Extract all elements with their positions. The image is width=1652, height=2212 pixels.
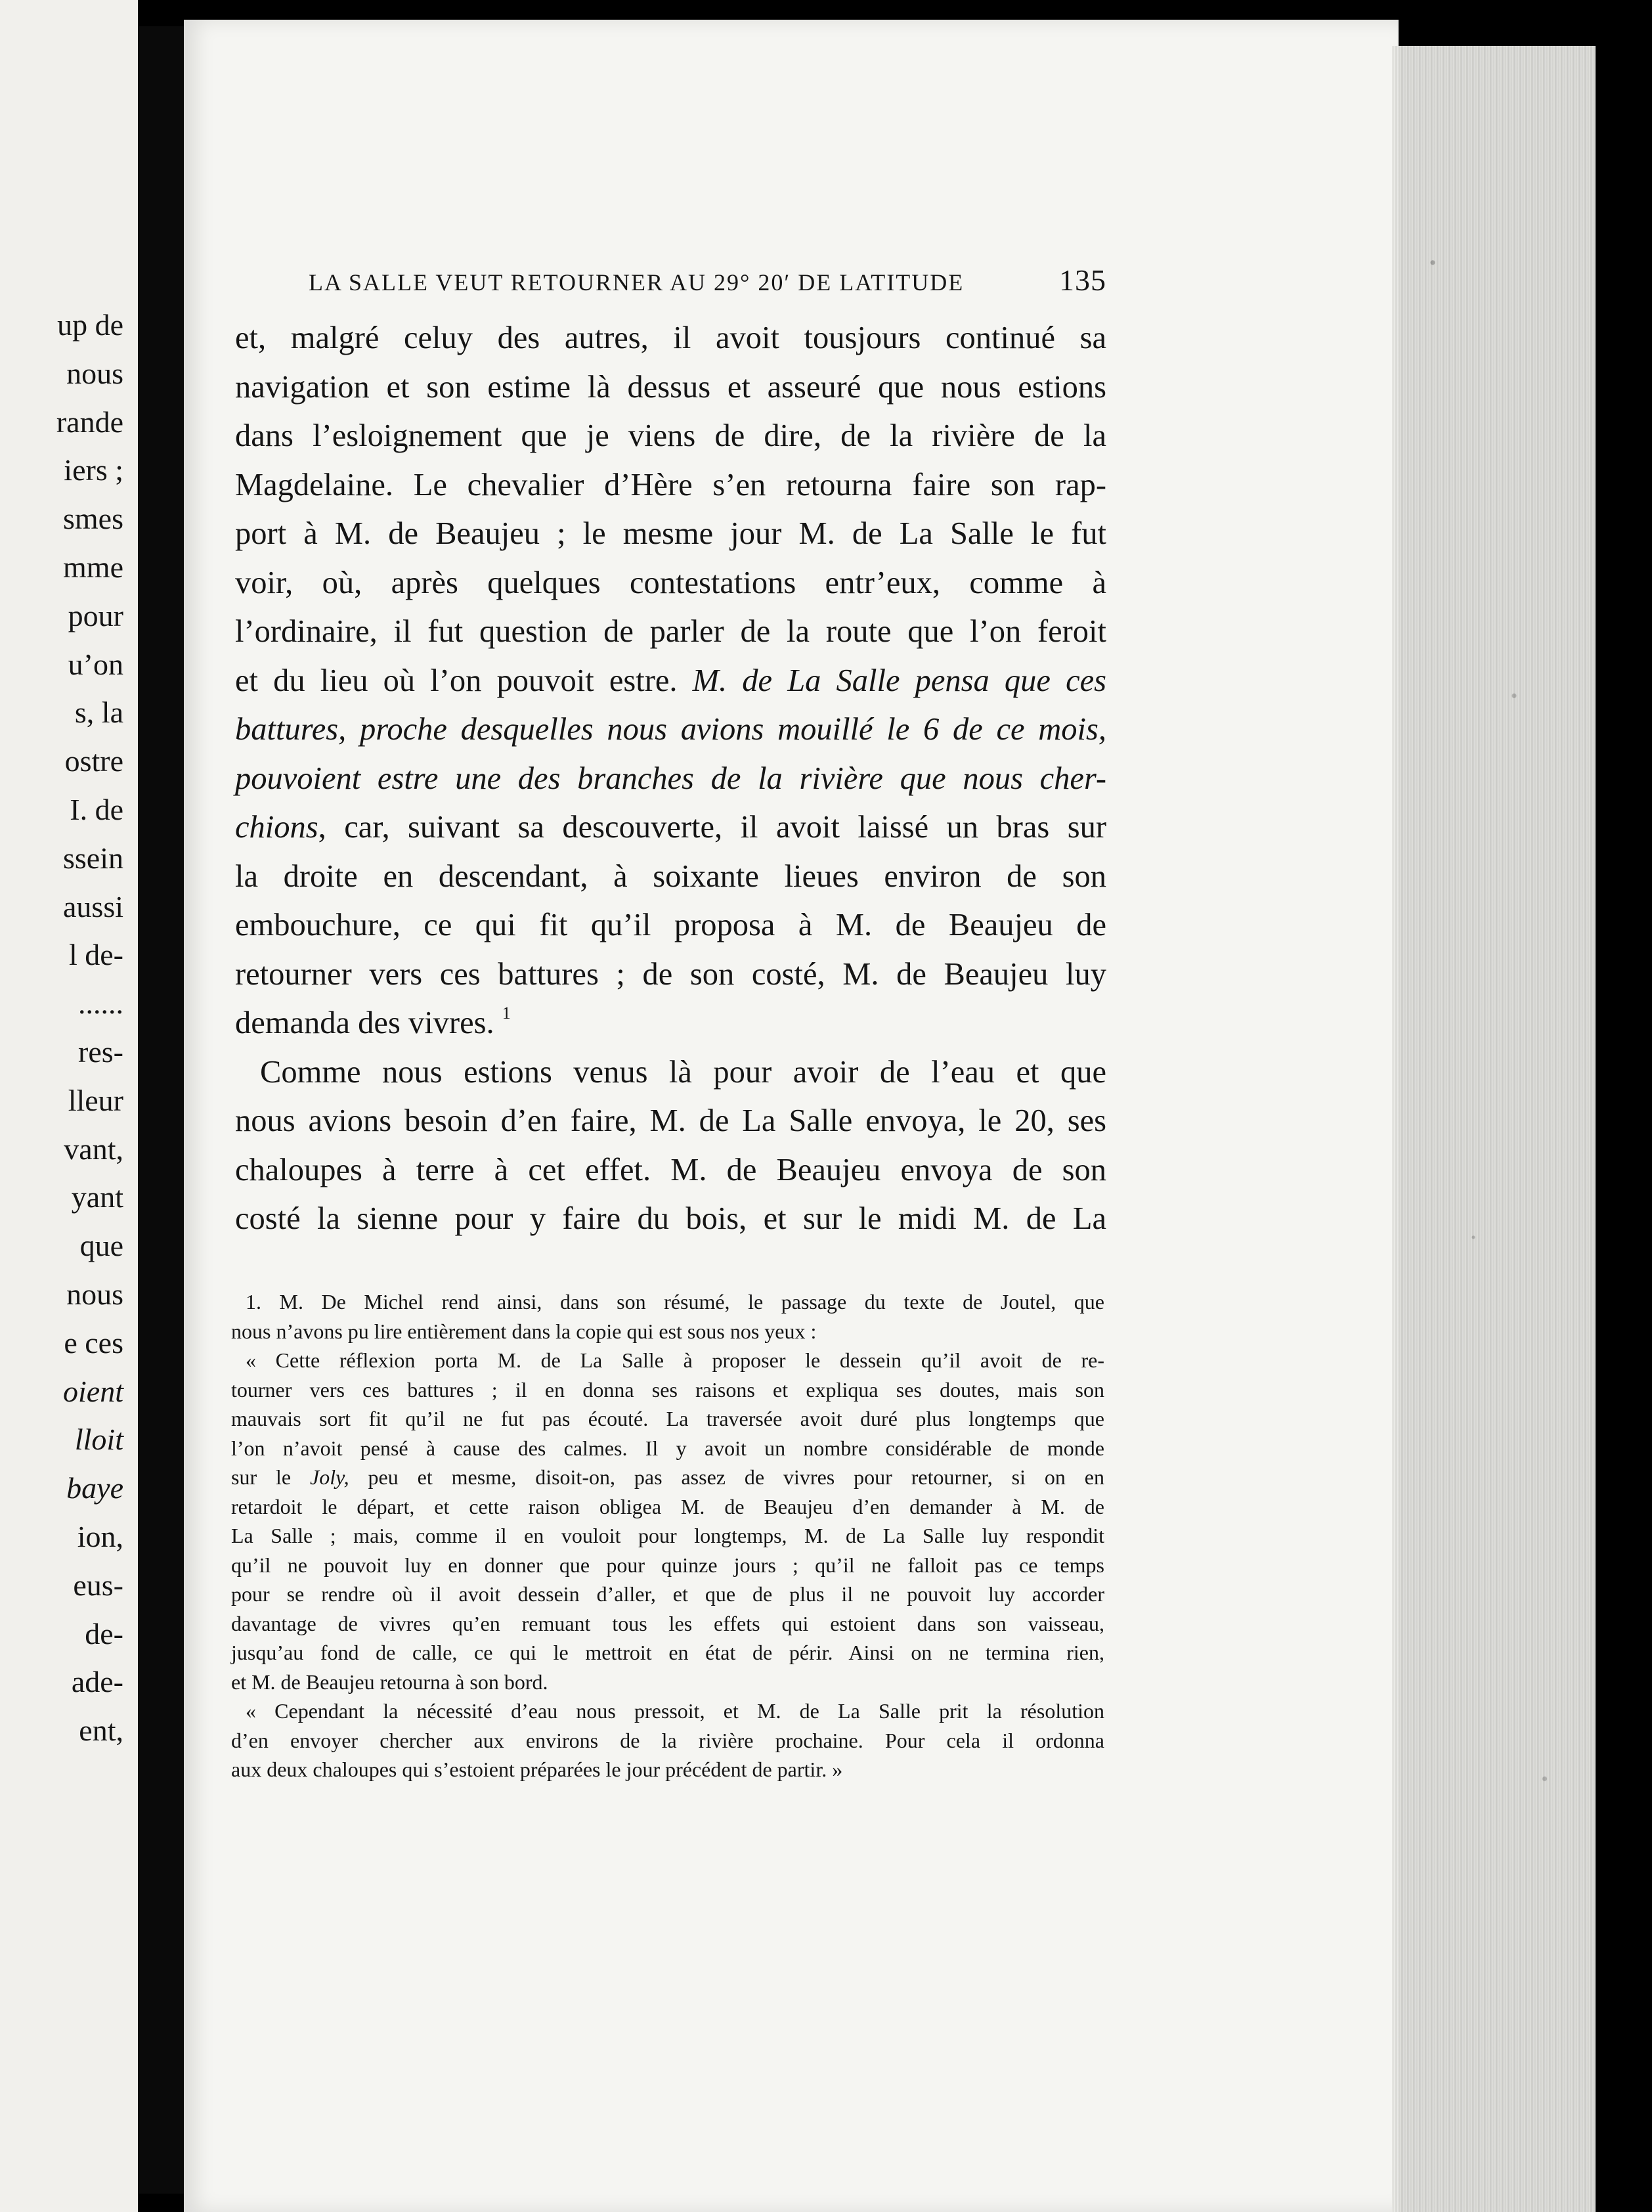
left-page-line-fragment: ostre (64, 744, 123, 778)
left-page-line-fragment: rande (56, 405, 123, 439)
body-line: battures, proche desquelles nous avions mouillé le 6 de ce mois, (235, 712, 1106, 747)
previous-page-fragment (0, 0, 138, 2212)
body-line: pouvoient estre une des branches de la rivière que nous cher- (235, 761, 1106, 796)
left-page-line-fragment: oient (63, 1375, 123, 1408)
footnote-line: d’en envoyer chercher aux environs de la rivière prochaine. Pour cela il ordonna (231, 1728, 1104, 1752)
body-text-roman: demanda des vivres. (235, 1006, 494, 1040)
footnote-text-roman: sur le (231, 1465, 292, 1489)
body-line: l’ordinaire, il fut question de parler de la route que l’on feroit (235, 614, 1106, 649)
left-page-line-fragment: vant, (64, 1132, 123, 1166)
left-page-line-fragment: ade- (71, 1665, 123, 1698)
footnotes (231, 1287, 1104, 1784)
body-text-italic: M. de La Salle pensa que ces (692, 663, 1107, 698)
running-head-title: LA SALLE VEUT RETOURNER AU 29° 20′ DE LATITUDE (309, 269, 965, 296)
footnote-reference: 1 (502, 1004, 511, 1023)
left-page-line-fragment: mme (63, 550, 123, 584)
body-line: port à M. de Beaujeu ; le mesme jour M. de La Salle le fut (235, 516, 1106, 551)
left-page-line-fragment: ion, (77, 1520, 123, 1553)
left-page-line-fragment: l de- (68, 938, 123, 971)
footnote-line: l’on n’avoit pensé à cause des calmes. Il y avoit un nombre considérable de monde (231, 1436, 1104, 1460)
footnote-line: retardoit le départ, et cette raison obligea M. de Beaujeu d’en demander à M. de (231, 1494, 1104, 1518)
body-text-italic: chions (235, 810, 318, 845)
left-page-line-fragment: smes (63, 502, 123, 535)
footnote-text-roman: peu et mesme, disoit-on, pas assez de vivres pour retourner, si on en (368, 1465, 1105, 1489)
book-gutter (138, 26, 184, 2194)
body-line (235, 657, 1106, 706)
left-page-line-fragment: ...... (78, 986, 123, 1020)
body-text-roman: et du lieu où l’on pouvoit estre. (235, 663, 678, 698)
left-page-line-fragment: s, la (74, 696, 123, 729)
left-page-line-fragment: de- (85, 1617, 123, 1650)
body-line: nous avions besoin d’en faire, M. de La Salle envoya, le 20, ses (235, 1103, 1106, 1138)
page-number: 135 (1059, 263, 1106, 297)
left-page-line-fragment: pour (68, 599, 123, 632)
running-head (309, 263, 1106, 298)
scan-background (1596, 0, 1652, 2212)
left-page-line-fragment: ent, (79, 1714, 123, 1747)
footnote-line: 1. M. De Michel rend ainsi, dans son résumé, le passage du texte de Joutel, que (246, 1290, 1104, 1314)
body-line: dans l’esloignement que je viens de dire, de la rivière de la (235, 418, 1106, 453)
page-edges (1392, 46, 1596, 2212)
left-page-line-fragment: ssein (63, 841, 123, 875)
body-line: embouchure, ce qui fit qu’il proposa à M. de Beaujeu de (235, 908, 1106, 942)
body-text (235, 314, 1106, 1244)
body-line: voir, où, après quelques contestations entr’eux, comme à (235, 565, 1106, 600)
body-line (235, 803, 1106, 852)
left-page-line-fragment: nous (66, 357, 123, 390)
body-text-roman: , car, suivant sa descouverte, il avoit laissé un bras sur (318, 810, 1106, 845)
footnote-line: « Cependant la nécessité d’eau nous pressoit, et M. de La Salle prit la résolution (246, 1699, 1104, 1723)
footnote-line: mauvais sort fit qu’il ne fut pas écouté. La traversée avoit duré plus longtemps que (231, 1407, 1104, 1430)
left-page-line-fragment: baye (66, 1471, 123, 1505)
ship-name: Joly, (310, 1465, 349, 1489)
left-page-line-fragment: que (79, 1229, 123, 1262)
left-page-line-fragment: iers ; (64, 453, 123, 487)
left-page-line-fragment: yant (71, 1180, 123, 1214)
body-line: chaloupes à terre à cet effet. M. de Beaujeu envoya de son (235, 1152, 1106, 1187)
body-line: retourner vers ces battures ; de son costé, M. de Beaujeu luy (235, 956, 1106, 992)
footnote-line: aux deux chaloupes qui s’estoient préparées le jour précédent de partir. » (231, 1758, 843, 1781)
footnote-line: tourner vers ces battures ; il en donna ses raisons et expliqua ses doutes, mais son (231, 1377, 1104, 1402)
left-page-line-fragment: nous (66, 1277, 123, 1311)
footnote-line: « Cette réflexion porta M. de La Salle à proposer le dessein qu’il avoit de re- (246, 1348, 1104, 1372)
body-line: navigation et son estime là dessus et asseuré que nous estions (235, 369, 1106, 405)
body-line: la droite en descendant, à soixante lieues environ de son (235, 858, 1106, 894)
body-line: et, malgré celuy des autres, il avoit tousjours continué sa (235, 321, 1106, 355)
body-line (235, 999, 1106, 1048)
footnote-line: La Salle ; mais, comme il en vouloit pour longtemps, M. de La Salle luy respondit (231, 1524, 1104, 1547)
footnote-line (231, 1463, 1104, 1492)
left-page-line-fragment: res- (78, 1035, 123, 1069)
left-page-line-fragment: eus- (73, 1568, 123, 1602)
left-page-line-fragment: I. de (70, 793, 123, 826)
footnote-line: et M. de Beaujeu retourna à son bord. (231, 1670, 548, 1694)
body-line: Comme nous estions venus là pour avoir de l’eau et que (260, 1054, 1106, 1090)
left-page-line-fragment: u’on (68, 648, 123, 681)
body-line: Magdelaine. Le chevalier d’Hère s’en retourna faire son rap- (235, 467, 1106, 502)
footnote-line: qu’il ne pouvoit luy en donner que pour quinze jours ; qu’il ne falloit pas ce temps (231, 1553, 1104, 1577)
footnote-line: davantage de vivres qu’en remuant tous les effets qui estoient dans son vaisseau, (231, 1611, 1104, 1635)
body-line: costé la sienne pour y faire du bois, et sur le midi M. de La (235, 1201, 1106, 1236)
left-page-line-fragment: lleur (68, 1084, 123, 1117)
left-page-line-fragment: aussi (63, 890, 123, 923)
left-page-line-fragment: e ces (64, 1326, 123, 1360)
footnote-line: jusqu’au fond de calle, ce qui le mettroit en état de périr. Ainsi on ne termina rien, (231, 1641, 1104, 1664)
left-page-line-fragment: lloit (74, 1423, 123, 1456)
footnote-line: pour se rendre où il avoit dessein d’aller, et que de plus il ne pouvoit luy accorder (231, 1582, 1104, 1606)
footnote-line: nous n’avons pu lire entièrement dans la copie qui est sous nos yeux : (231, 1319, 817, 1343)
left-page-line-fragment: up de (57, 308, 123, 342)
